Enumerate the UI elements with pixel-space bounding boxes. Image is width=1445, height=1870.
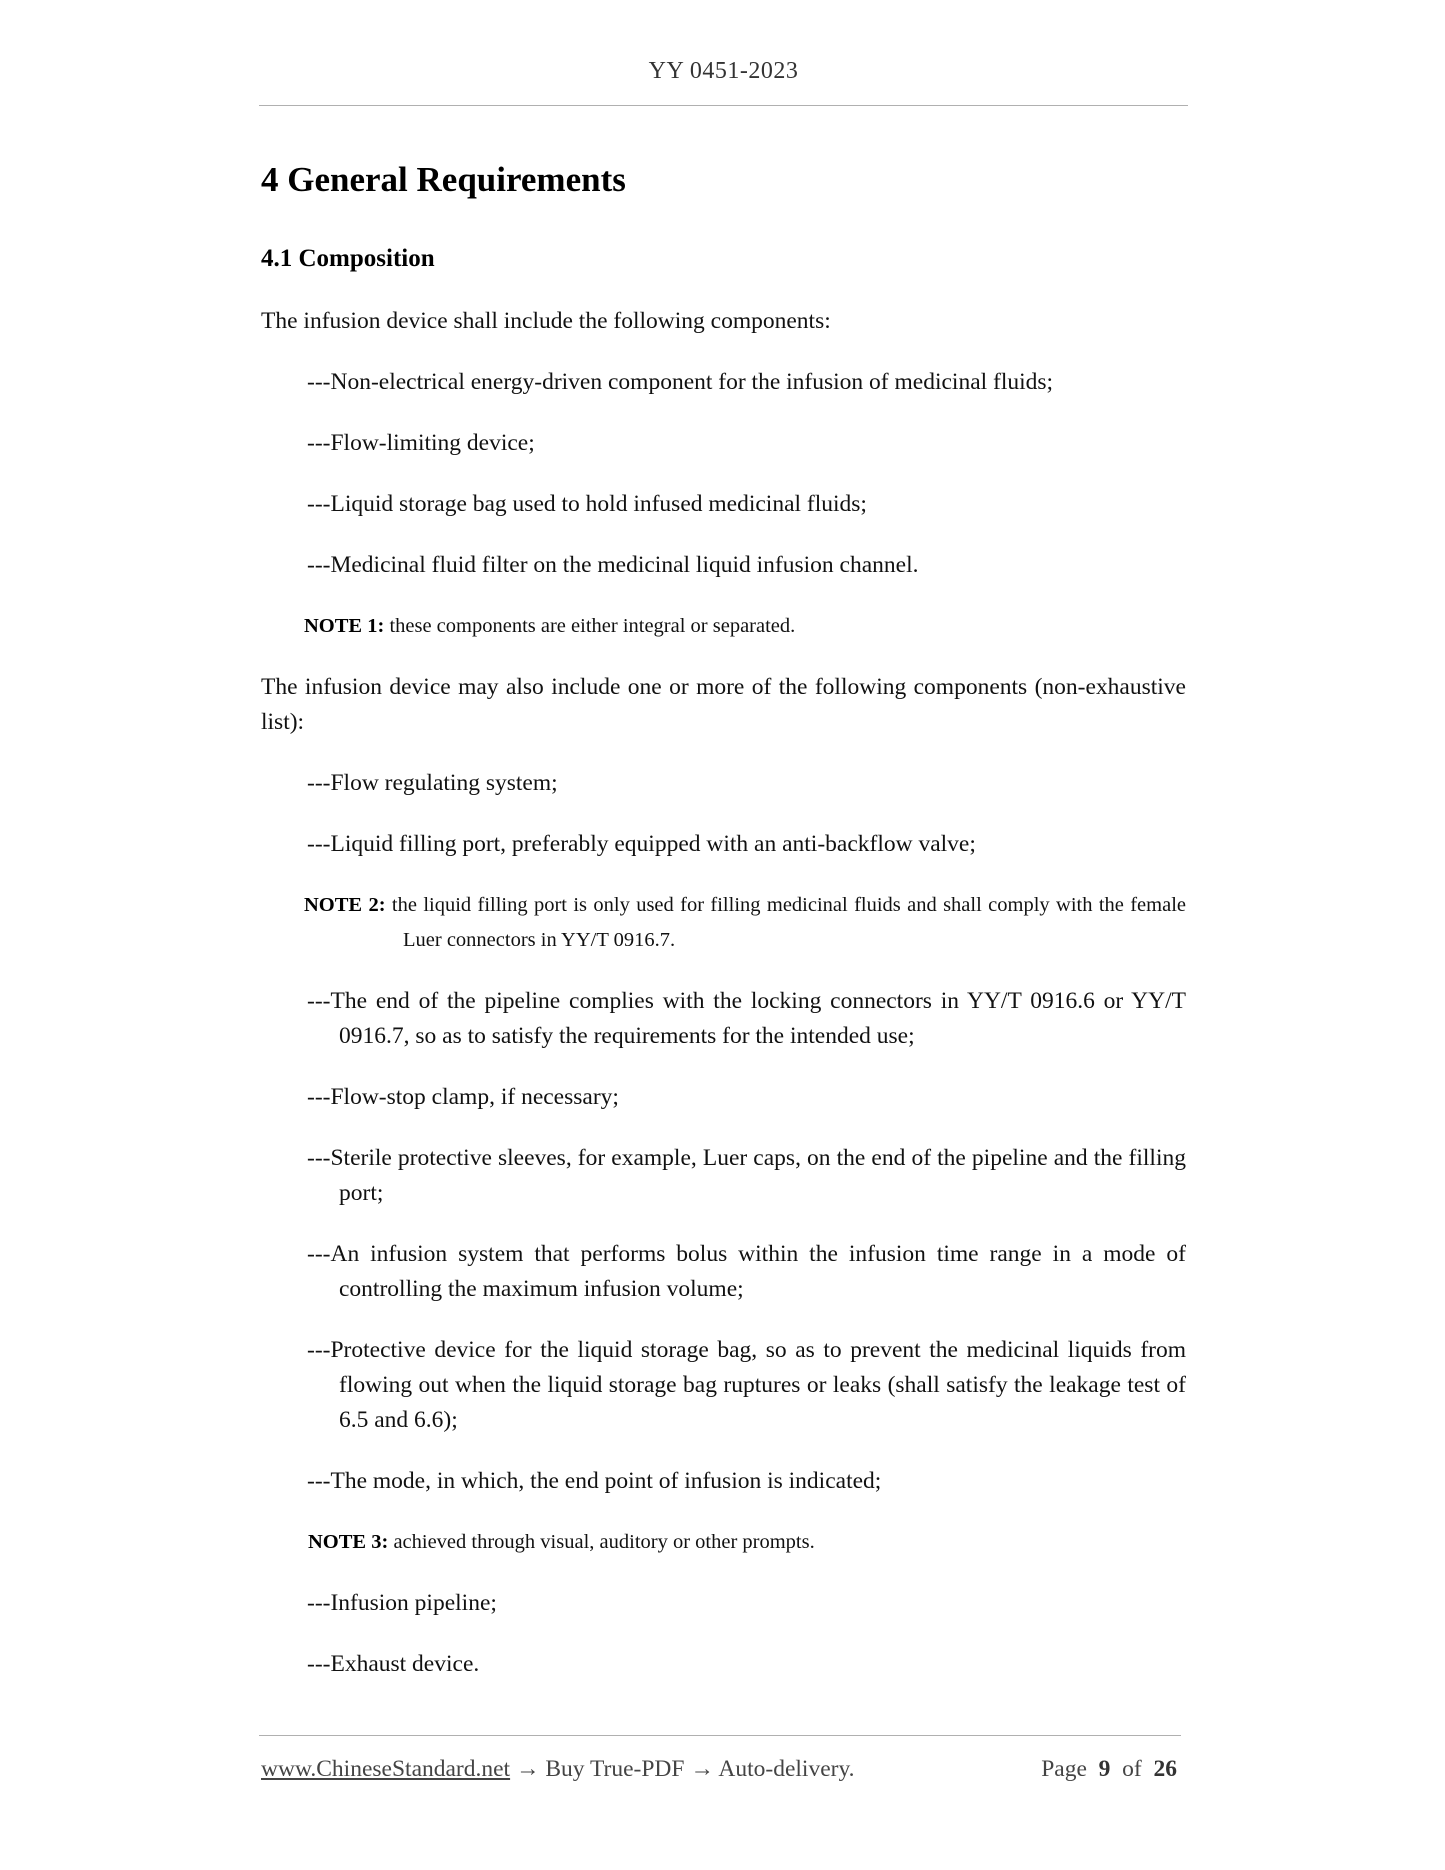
document-id-header: YY 0451-2023 [648,58,799,84]
website-link[interactable]: www.ChineseStandard.net [261,1756,511,1782]
list-item: ---Flow-stop clamp, if necessary; [307,1084,619,1110]
note-1-text: these components are either integral or separated. [384,615,796,637]
header-divider [259,105,1188,106]
current-page-number: 9 [1098,1756,1111,1782]
footer-promo-text: → Buy True-PDF → Auto-delivery. [510,1756,855,1782]
intro-paragraph-optional: The infusion device may also include one or more of the following components (non-exhaustive list): [261,674,1186,735]
footer-divider [259,1735,1181,1736]
note-1-label: NOTE 1: [304,615,385,637]
list-item: ---Liquid storage bag used to hold infused medicinal fluids; [307,491,867,517]
list-item: ---Infusion pipeline; [307,1590,497,1616]
of-word: of [1122,1756,1142,1782]
list-item: ---Liquid filling port, preferably equipped with an anti-backflow valve; [307,831,976,857]
total-pages-number: 26 [1153,1756,1177,1782]
list-item: ---The mode, in which, the end point of infusion is indicated; [307,1468,882,1494]
list-item: ---Sterile protective sleeves, for example, Luer caps, on the end of the pipeline and the filling port; [307,1145,1186,1206]
list-item: ---Flow regulating system; [307,770,558,796]
list-item: ---Protective device for the liquid storage bag, so as to prevent the medicinal liquids from flowing out when the liquid storage bag ruptures or leaks (shall satisfy the leakage test of 6.5 and 6.6); [307,1337,1186,1433]
page-indicator [1041,1756,1177,1783]
list-item: ---Non-electrical energy-driven component for the infusion of medicinal fluids; [307,369,1054,395]
section-heading: 4 General Requirements [261,160,626,199]
note-3-label: NOTE 3: [308,1531,389,1553]
note-3-text: achieved through visual, auditory or other prompts. [388,1531,815,1553]
subsection-heading: 4.1 Composition [261,245,435,272]
note-1 [304,609,1186,644]
list-item: ---An infusion system that performs bolus within the infusion time range in a mode of controlling the maximum infusion volume; [307,1241,1186,1302]
note-2-label: NOTE 2: [304,894,386,916]
list-item: ---Medicinal fluid filter on the medicinal liquid infusion channel. [307,552,919,578]
footer-promo [261,1756,855,1783]
note-3 [308,1525,1190,1560]
page-word: Page [1041,1756,1087,1782]
list-item: ---Exhaust device. [307,1651,480,1677]
note-2 [304,888,1186,958]
note-2-text: the liquid filling port is only used for filling medicinal fluids and shall comply with the female Luer connectors in YY/T 0916.7. [385,894,1186,951]
list-item: ---The end of the pipeline complies with the locking connectors in YY/T 0916.6 or YY/T 0916.7, so as to satisfy the requirements for the intended use; [307,988,1186,1049]
intro-paragraph-required: The infusion device shall include the following components: [261,308,831,334]
list-item: ---Flow-limiting device; [307,430,535,456]
